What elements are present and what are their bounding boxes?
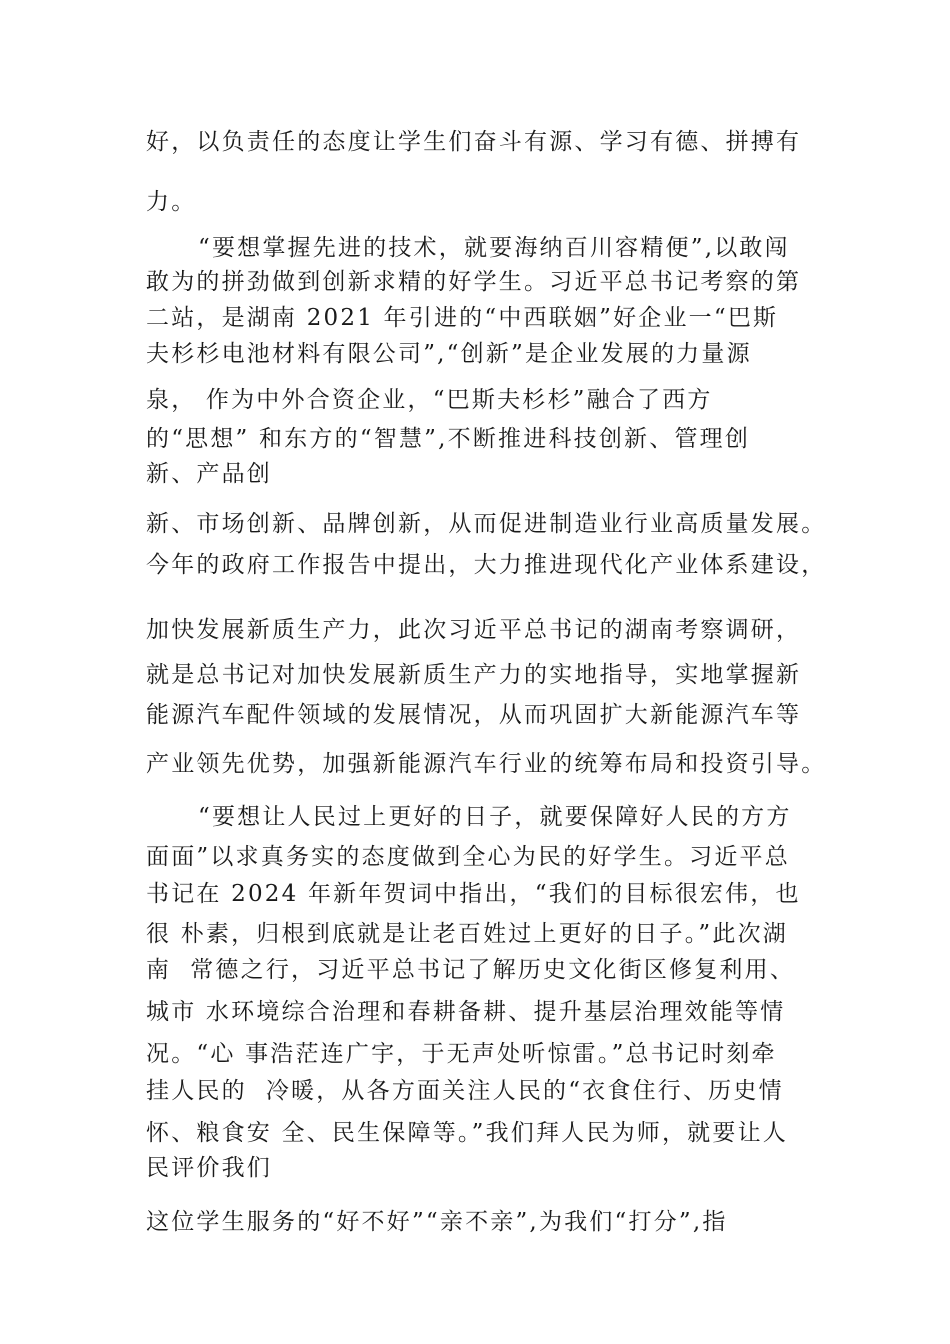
text-line: 很 朴素，归根到底就是让老百姓过上更好的日子。”此次湖	[146, 921, 788, 947]
text-line: 书记在 2024 年新年贺词中指出，“我们的目标很宏伟，也	[146, 881, 801, 907]
text-line: 加快发展新质生产力，此次习近平总书记的湖南考察调研，	[146, 617, 802, 643]
text-line: 今年的政府工作报告中提出，大力推进现代化产业体系建设，	[146, 552, 827, 578]
text-line: 新、市场创新、品牌创新，从而促进制造业行业高质量发展。	[146, 511, 827, 537]
paragraph-first-line: “要想掌握先进的技术，就要海纳百川容精便”,以敢闯	[198, 235, 790, 261]
text-line: 夫杉杉电池材料有限公司”,“创新”是企业发展的力量源	[146, 341, 752, 367]
text-line: 南 常德之行，习近平总书记了解历史文化街区修复利用、	[146, 957, 796, 983]
text-line: 民评价我们	[146, 1155, 272, 1181]
text-line: 能源汽车配件领域的发展情况，从而巩固扩大新能源汽车等	[146, 702, 802, 728]
text-line: 况。“心 事浩茫连广宇，于无声处听惊雷。”总书记时刻牵	[146, 1041, 777, 1067]
text-line: 的“思想” 和东方的“智慧”,不断推进科技创新、管理创	[146, 426, 751, 452]
text-line: 挂人民的 冷暖，从各方面关注人民的“衣食住行、历史情	[146, 1078, 784, 1104]
text-line: 面面”以求真务实的态度做到全心为民的好学生。习近平总	[146, 844, 790, 870]
text-line: 产业领先优势，加强新能源汽车行业的统筹布局和投资引导。	[146, 751, 827, 777]
text-line: 新、产品创	[146, 461, 272, 487]
text-line: 城市 水环境综合治理和春耕备耕、提升基层治理效能等情	[146, 999, 786, 1025]
text-line: 怀、粮食安 全、民生保障等。”我们拜人民为师，就要让人	[146, 1120, 788, 1146]
text-line: 敢为的拼劲做到创新求精的好学生。习近平总书记考察的第	[146, 269, 802, 295]
paragraph-first-line: “要想让人民过上更好的日子，就要保障好人民的方方	[198, 804, 792, 830]
text-line: 这位学生服务的“好不好”“亲不亲”,为我们“打分”,指	[146, 1209, 728, 1235]
text-line: 泉， 作为中外合资企业，“巴斯夫杉杉”融合了西方	[146, 387, 713, 413]
text-line: 二站，是湖南 2021 年引进的“中西联姻”好企业一“巴斯	[146, 305, 779, 331]
text-line: 力。	[146, 189, 197, 215]
text-line: 好，以负责任的态度让学生们奋斗有源、学习有德、拼搏有	[146, 129, 802, 155]
text-line: 就是总书记对加快发展新质生产力的实地指导，实地掌握新	[146, 662, 802, 688]
